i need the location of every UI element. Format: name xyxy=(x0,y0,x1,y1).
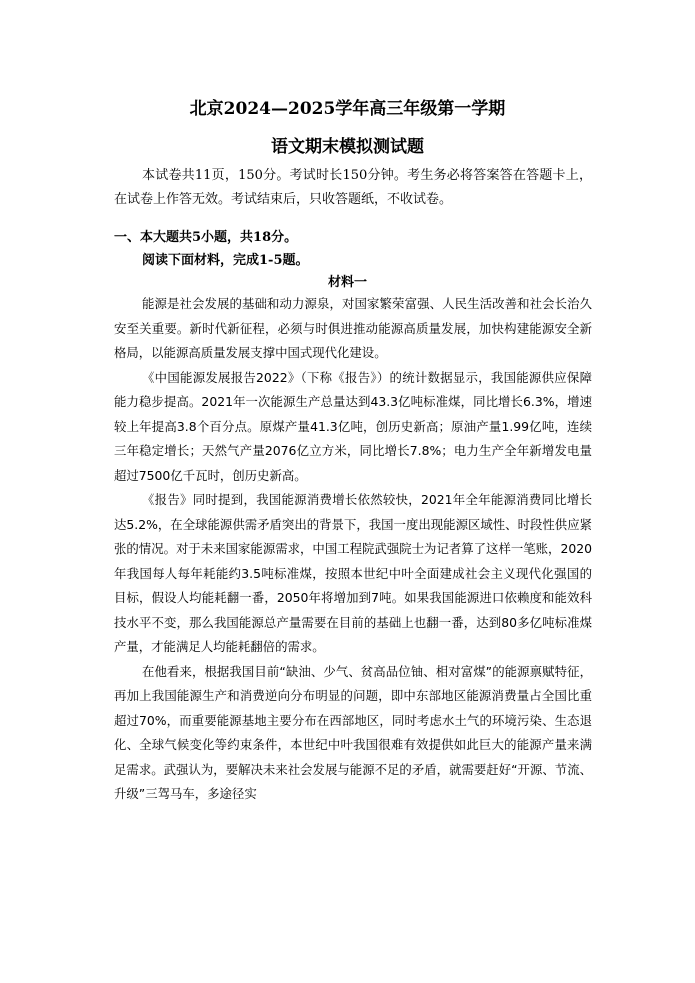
material-title: 材料一 xyxy=(327,275,367,290)
material-paragraph-4: 在他看来，根据我国目前“缺油、少气、贫高品位铀、相对富煤”的能源禀赋特征，再加上我国能源生产和消费逆向分布明显的问题，即中东部地区能源消费量占全国比重超过70%，而重要能源基地主要分布在西部地区，同时考虑水土气的环境污染、生态退化、全球气候变化等约束条件，本世纪中叶我国很难有效提供如此巨大的能源产量来满足需求。武强认为，要解决未来社会发展与能源不足的矛盾，就需要赶好“开源、节流、升级”三驾马车，多途径实 xyxy=(114,663,592,801)
exam-title-line-1: 北京2024—2025学年高三年级第一学期 xyxy=(189,99,506,119)
section-heading: 一、本大题共5小题，共18分。 xyxy=(114,230,298,245)
exam-notice: 本试卷共11页，150分。考试时长150分钟。考生务必将答案答在答题卡上，在试卷上作答无效。考试结束后，只收答题纸，不收试卷。 xyxy=(114,168,592,207)
material-paragraph-3: 《报告》同时提到，我国能源消费增长依然较快，2021年全年能源消费同比增长达5.2%，在全球能源供需矛盾突出的背景下，我国一度出现能源区域性、时段性供应紧张的情况。对于未来国家能源需求，中国工程院武强院士为记者算了这样一笔账，2020年我国每人每年耗能约3.5吨标准煤，按照本世纪中叶全面建成社会主义现代化强国的目标，假设人均能耗翻一番，2050年将增加到7吨。如果我国能源进口依赖度和能效科技水平不变，那么我国能源总产量需要在目前的基础上也翻一番，达到80多亿吨标准煤产量，才能满足人均能耗翻倍的需求。 xyxy=(114,492,592,654)
material-paragraph-2: 《中国能源发展报告2022》（下称《报告》）的统计数据显示，我国能源供应保障能力稳步提高。2021年一次能源生产总量达到43.3亿吨标准煤，同比增长6.3%，增速较上年提高3.8个百分点。原煤产量41.3亿吨，创历史新高；原油产量1.99亿吨，连续三年稳定增长；天然气产量2076亿立方米，同比增长7.8%；电力生产全年新增发电量超过7500亿千瓦时，创历史新高。 xyxy=(114,369,592,483)
reading-instruction: 阅读下面材料，完成1-5题。 xyxy=(142,253,309,268)
material-body xyxy=(114,292,592,807)
material-paragraph-1: 能源是社会发展的基础和动力源泉，对国家繁荣富强、人民生活改善和社会长治久安至关重要。新时代新征程，必须与时俱进推动能源高质量发展，加快构建能源安全新格局，以能源高质量发展支撑中国式现代化建设。 xyxy=(114,296,592,360)
exam-title-line-2: 语文期末模拟测试题 xyxy=(271,137,424,157)
